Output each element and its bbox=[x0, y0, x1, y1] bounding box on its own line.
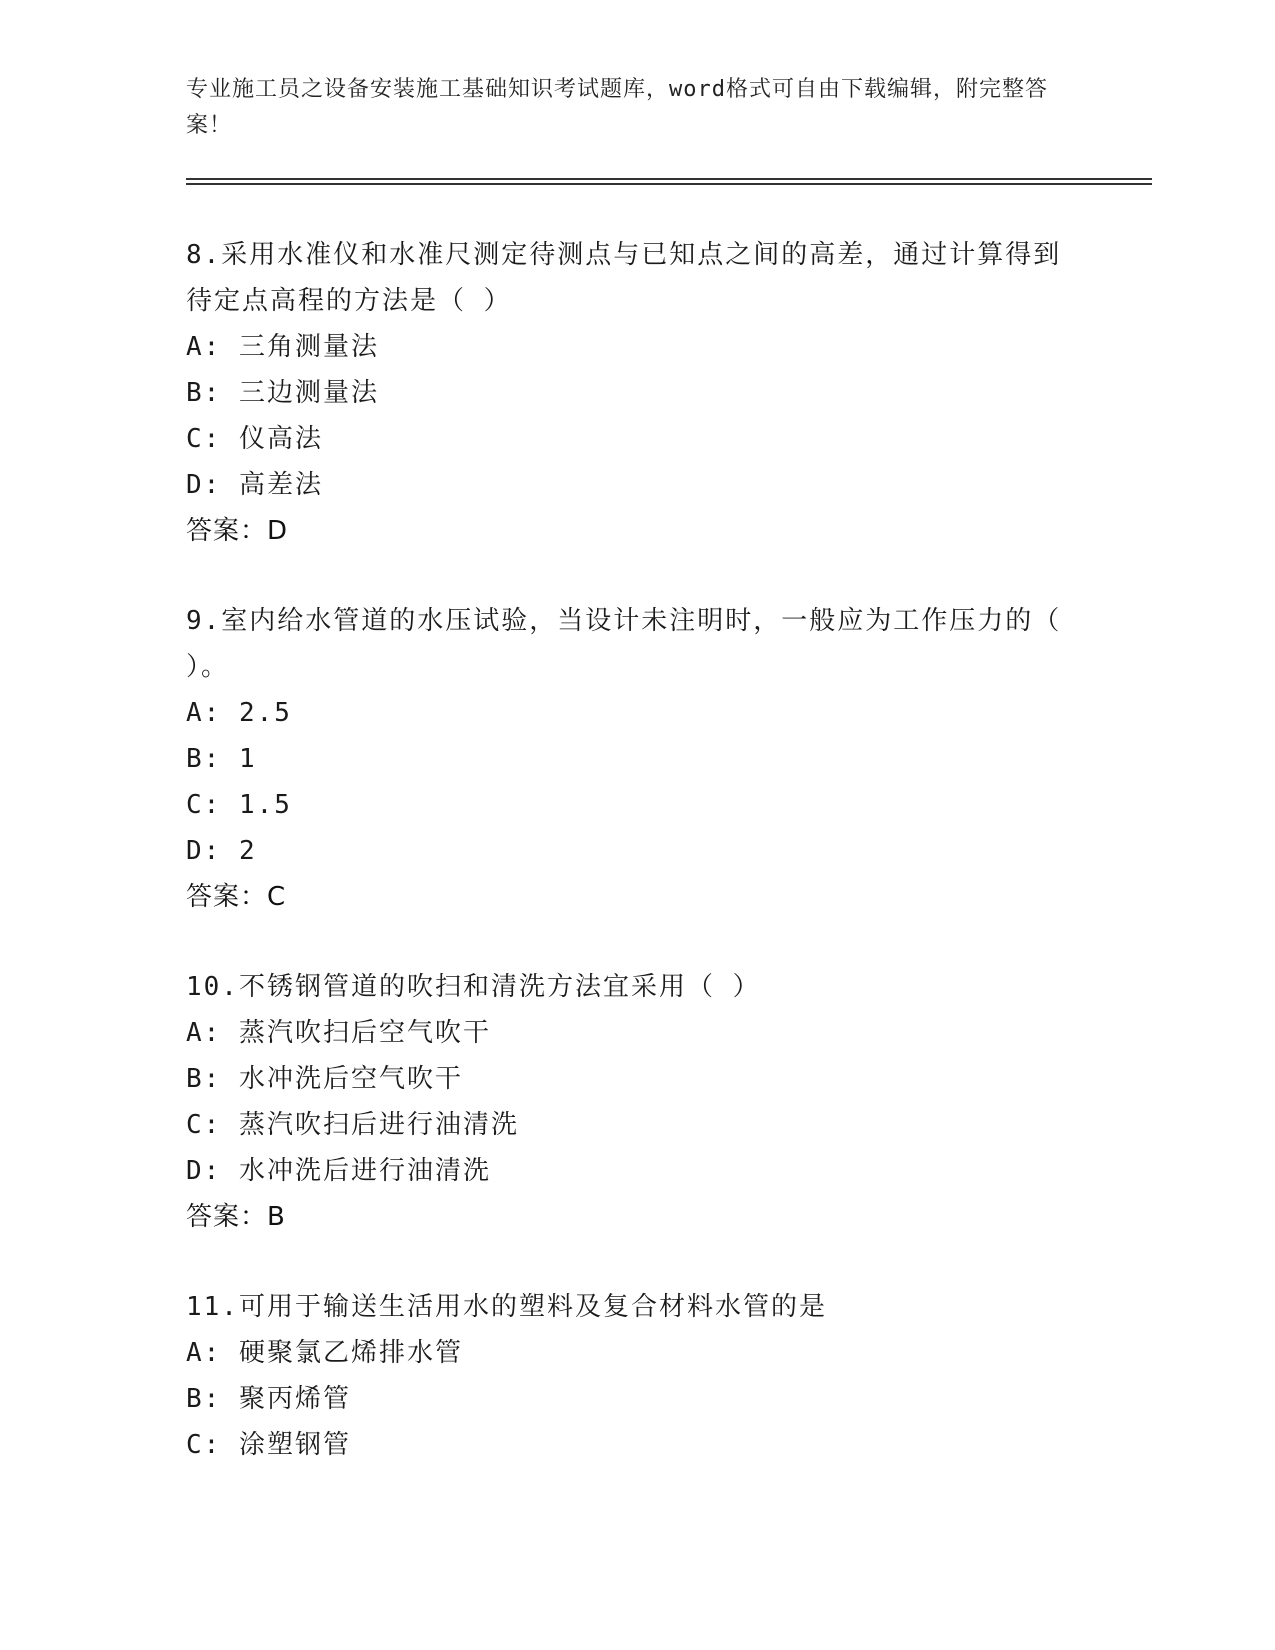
question-8 bbox=[186, 232, 1066, 554]
answer: 答案：D bbox=[186, 516, 289, 546]
option-d: D: 水冲洗后进行油清洗 bbox=[186, 1156, 491, 1186]
option-a: A: 蒸汽吹扫后空气吹干 bbox=[186, 1018, 491, 1048]
question-10 bbox=[186, 964, 1066, 1240]
header-divider-bottom bbox=[186, 183, 1152, 185]
answer: 答案：B bbox=[186, 1202, 286, 1232]
option-c: C: 1.5 bbox=[186, 790, 292, 820]
answer: 答案：C bbox=[186, 882, 287, 912]
option-c: C: 涂塑钢管 bbox=[186, 1430, 351, 1460]
option-c: C: 蒸汽吹扫后进行油清洗 bbox=[186, 1110, 519, 1140]
question-stem: 10.不锈钢管道的吹扫和清洗方法宜采用（ ） bbox=[186, 972, 761, 1002]
document-header: 专业施工员之设备安装施工基础知识考试题库，word格式可自由下载编辑，附完整答案！ bbox=[186, 77, 1048, 138]
question-stem: 11.可用于输送生活用水的塑料及复合材料水管的是 bbox=[186, 1292, 827, 1322]
option-b: B: 三边测量法 bbox=[186, 378, 379, 408]
option-a: A: 硬聚氯乙烯排水管 bbox=[186, 1338, 463, 1368]
question-stem: 8.采用水准仪和水准尺测定待测点与已知点之间的高差，通过计算得到待定点高程的方法是（ ） bbox=[186, 240, 1062, 316]
option-c: C: 仪高法 bbox=[186, 424, 323, 454]
option-d: D: 2 bbox=[186, 836, 257, 866]
question-list bbox=[186, 232, 1079, 1512]
option-b: B: 水冲洗后空气吹干 bbox=[186, 1064, 463, 1094]
question-stem: 9.室内给水管道的水压试验，当设计未注明时，一般应为工作压力的（ ）。 bbox=[186, 606, 1079, 682]
question-9 bbox=[186, 598, 1079, 920]
option-a: A: 三角测量法 bbox=[186, 332, 379, 362]
header-divider-top bbox=[186, 178, 1152, 180]
option-b: B: 1 bbox=[186, 744, 257, 774]
option-d: D: 高差法 bbox=[186, 470, 323, 500]
question-11 bbox=[186, 1284, 1066, 1468]
option-a: A: 2.5 bbox=[186, 698, 292, 728]
option-b: B: 聚丙烯管 bbox=[186, 1384, 351, 1414]
